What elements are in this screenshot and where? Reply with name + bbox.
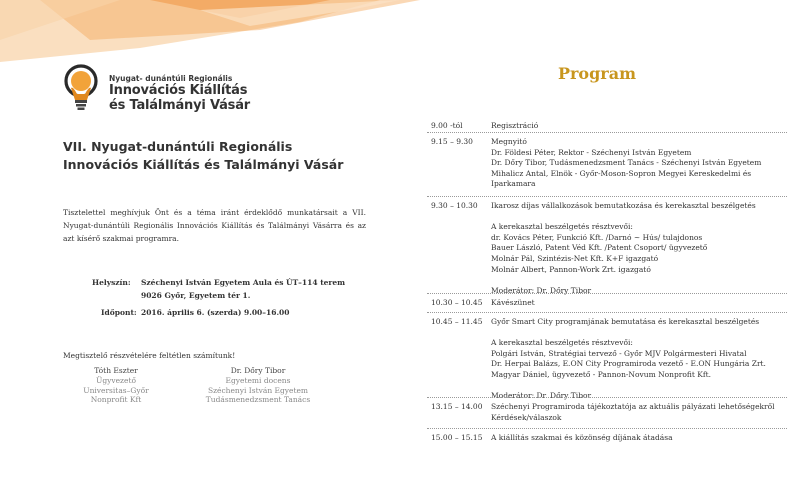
program-entry-line: Polgári István, Stratégiai tervező - Győr MJV Polgármesteri Hivatal [491,348,747,358]
signature-role: Egyetemi docens [225,375,291,385]
program-entry [491,201,791,296]
signature-block [203,366,313,405]
logo-subtitle: Nyugat- dunántúli Regionális [109,74,233,83]
signature-org: Széchenyi István Egyetem [207,385,309,395]
program-entry-line [491,275,791,286]
program-time: 15.00 – 15.15 [431,433,483,442]
row-separator [427,196,787,197]
program-entry-line: Magyar Dániel, ügyvezető - Pannon-Novum Nonprofit Kft. [491,369,712,379]
program-entry-line: A kerekasztal beszélgetés résztvevői: [491,338,633,348]
program-entry-line: Regisztráció [491,121,539,130]
venue-time-value: 2016. április 6. (szerda) 9.00–16.00 [141,308,290,317]
venue-values [141,277,345,302]
program-entry-line: Moderátor: Dr. Dőry Tibor [491,285,592,295]
logo-line-1: Innovációs Kiállítás [109,83,248,98]
program-entry-line: dr. Kovács Péter, Funkció Kft. /Darnó ~ Hús/ tulajdonos [491,232,703,242]
program-entry-line: Moderátor: Dr. Dőry Tibor [491,391,592,401]
program-entry-line: Dr. Földesi Péter, Rektor - Széchenyi István Egyetem [491,147,692,157]
event-title: VII. Nyugat-dunántúli Regionális Innovációs Kiállítás és Találmányi Vásár [63,139,344,172]
program-entry [491,298,791,309]
signature-name: Dr. Dőry Tibor [230,366,286,375]
program-entry-line: Győr Smart City programjának bemutatása és kerekasztal beszélgetés [491,317,760,326]
event-logo [63,64,251,116]
invite-closing: Megtisztelő részvételére feltétlen számítunk! [63,351,236,360]
lightbulb-logo-icon [63,64,103,112]
program-title: Program [557,64,637,83]
program-entry [491,433,791,444]
program-entry-line: Kérdések/válaszok [491,412,562,422]
program-entry-line: Dr. Herpai Balázs, E.ON City Programiroda vezető - E.ON Hungária Zrt. [491,359,766,369]
logo-line-2: és Találmányi Vásár [109,98,251,113]
row-separator [427,132,787,133]
program-entry-line: Mihalicz Antal, Elnök - Győr-Moson-Sopron Megyei Kereskedelmi és [491,168,752,178]
venue-address: 9026 Győr, Egyetem tér 1. [141,290,251,300]
signature-org: Tudásmenedzsment Tanács [205,395,311,405]
signature-org: Nonprofit Kft [90,395,142,405]
program-entry-line [491,212,791,223]
program-entry-line: A kiállítás szakmai és közönség díjának átadása [491,433,673,442]
program-entry-line [491,328,791,339]
signature-block [61,366,171,405]
row-separator [427,293,787,294]
venue-place-label: Helyszín: [92,278,131,287]
signature-name: Tóth Eszter [94,366,138,375]
program-entry-line: Molnár Albert, Pannon-Work Zrt. igazgató [491,264,651,274]
venue-place-value: Széchenyi István Egyetem Aula és ÚT–114 terem [141,278,346,287]
signature-org: Universitas–Győr [83,385,149,395]
row-separator [427,397,787,398]
program-time: 9.30 – 10.30 [431,201,478,210]
program-entry [491,402,791,423]
signature-role: Ügyvezető [96,375,136,385]
invitation-text: Tisztelettel meghívjuk Önt és a téma iránt érdeklődő munkatársait a VII. Nyugat-dunántúli Regionális Innovációs Kiállítás és Találmányi Vásárra és az azt kísérő szakmai programra. [63,208,366,243]
row-separator [427,312,787,313]
program-entry-line: Iparkamara [491,179,536,189]
program-time: 13.15 – 14.00 [431,402,483,411]
row-separator [427,428,787,429]
program-entry-line [491,381,791,392]
program-entry [491,317,791,402]
program-time: 9.00 -tól [431,121,463,130]
program-entry-line: Megnyitó [491,137,527,146]
program-entry-line: Bauer László, Patent Véd Kft. /Patent Csoport/ ügyvezető [491,243,708,253]
program-time: 9.15 – 9.30 [431,137,473,146]
program-entry-line: Ikarosz díjas vállalkozások bemutatkozása és kerekasztal beszélgetés [491,201,756,210]
program-entry [491,121,791,132]
program-entry-line: Dr. Dőry Tibor, Tudásmenedzsment Tanács - Széchenyi István Egyetem [491,158,762,168]
program-entry-line: A kerekasztal beszélgetés résztvevői: [491,222,633,232]
program-entry-line: Kávészünet [491,298,535,307]
venue-labels [92,277,131,290]
venue-time-label: Időpont: [101,308,137,317]
program-entry-line: Molnár Pál, Szintézis-Net Kft. K+F igazgató [491,253,659,263]
program-entry [491,137,791,190]
program-time: 10.45 – 11.45 [431,317,483,326]
program-entry-line: Széchenyi Programiroda tájékoztatója az aktuális pályázati lehetőségekről [491,402,775,411]
program-time: 10.30 – 10.45 [431,298,483,307]
